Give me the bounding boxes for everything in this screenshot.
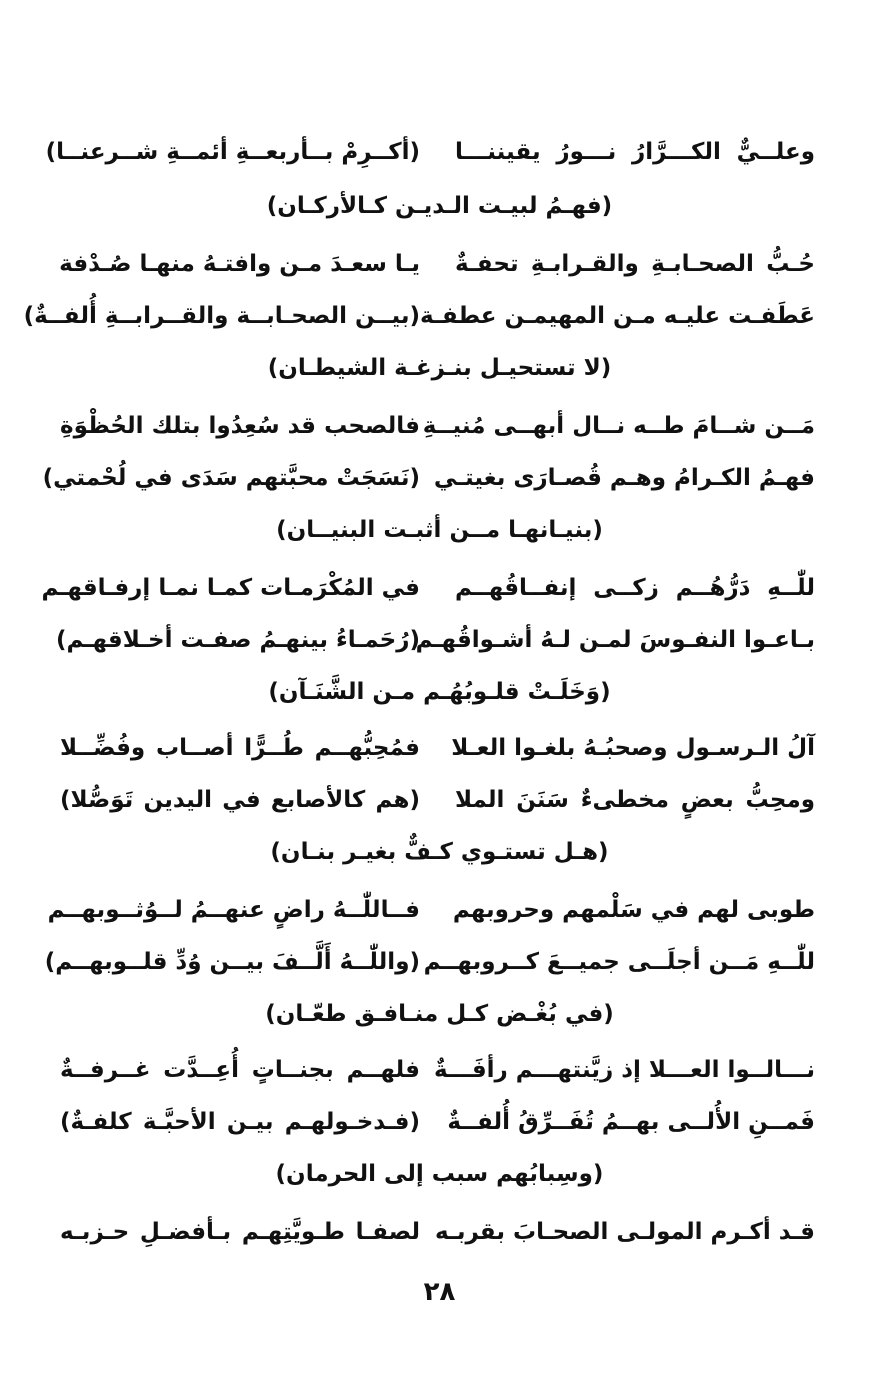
verse-first-hemistich: نـــالــوا العـــلا إذ زيَّنتهـــم رأفَـــةٌ [434,1057,815,1083]
verse-second-hemistich: (واللّٰــهُ أَلَّــفَ بيــن وُدِّ قلــوبهــم) [44,949,420,975]
verse-second-hemistich: فمُحِبُّهــم طُــرًّا أصــاب وفُضِّــلا [60,735,420,761]
verse-second-hemistich: (أكــرِمْ بــأربعــةِ أئمــةِ شــرعنــا) [45,139,420,165]
verse-second-hemistich: فــاللّٰــهُ راضٍ عنهــمُ لــوُثــوبهــم [47,897,420,923]
verse-line [47,886,815,934]
verse-first-hemistich: طوبى لهم في سَلْمهم وحروبهم [452,897,815,923]
refrain-line: (لا تستحيـل بنـزغـة الشيطـان) [267,355,612,381]
verse-line [44,938,815,986]
verse-first-hemistich: للّٰــهِ دَرُّهُــم زكــى إنفــاقُهــم [455,575,815,601]
verse-line [56,616,815,664]
verse-line [60,402,815,450]
verse-second-hemistich: (نَسَجَتْ محبَّتهم سَدَى في لُحْمتي) [42,465,420,491]
verse-second-hemistich: فلهــم بجنــاتٍ أُعِــدَّت غــرفــةٌ [60,1057,420,1083]
verse-first-hemistich: بـاعـوا النفـوسَ لمـن لـهُ أشـواقُهـم [415,627,815,653]
verse-first-hemistich: حُـبُّ الصحـابـةِ والقـرابـةِ تحفـةٌ [455,251,815,277]
verse-line [60,240,815,288]
refrain-line: (بنيـانهـا مــن أثبـت البنيــان) [276,517,603,543]
verse-second-hemistich: (بيــن الصحـابــة والقــرابــةِ أُلفــةٌ) [23,303,420,329]
refrain-line: (وَخَلَـتْ قلـوبُهُـم مـن الشَّنَـآن) [268,679,611,705]
verse-second-hemistich: يـا سعـدَ مـن وافتـهُ منهـا صُـدْفة [59,251,420,277]
verse-first-hemistich: قـد أكـرم المولـى الصحـابَ بقربـه [435,1219,815,1245]
refrain-line: (هـل تستـوي كـفٌّ بغيـر بنـان) [270,839,609,865]
verse-second-hemistich: (هم كالأصابع في اليدين تَوَصُّلا) [60,787,420,813]
verse-first-hemistich: وعلــيٌّ الكـــرَّارُ نـــورُ يقيننـــا [455,139,815,165]
refrain-line: (فهـمُ لبيـت الـديـن كـالأركـان) [266,193,613,219]
verse-first-hemistich: مَــن شــامَ طــه نــال أبهــى مُنيــةِ [422,413,815,439]
verse-second-hemistich: (فـدخـولهـم بيـن الأحبَّـة كلفـةٌ) [60,1109,420,1135]
verse-second-hemistich: (رُحَمـاءُ بينهـمُ صفـت أخـلاقهـم) [56,627,420,653]
verse-second-hemistich: لصفـا طـويَّتِهـم بـأفضـلِ حـزبـه [60,1219,420,1245]
verse-first-hemistich: آلُ الـرسـول وصحبُـهُ بلغـوا العـلا [451,735,815,761]
verse-line [60,1208,815,1256]
page-number: ٢٨ [423,1277,456,1307]
verse-line [60,724,815,772]
verse-first-hemistich: عَطَفـت عليـه مـن المهيمـن عطفـة [420,303,815,329]
verse-line [42,454,815,502]
verse-first-hemistich: فهـمُ الكـرامُ وهـم قُصـارَى بغيتـي [433,465,815,491]
verse-first-hemistich: للّٰــهِ مَــن أجلَــى جميــعَ كــروبهــم [423,949,815,975]
refrain-line: (وسِبابُهم سبب إلى الحرمان) [275,1161,604,1187]
verse-line [60,776,815,824]
verse-line [45,128,815,176]
verse-first-hemistich: ومحِبُّ بعضٍ مخطىءٌ سَنَنَ الملا [455,787,815,813]
verse-line [41,564,815,612]
verse-second-hemistich: فالصحب قد سُعِدُوا بتلك الحُظْوَةِ [60,413,420,439]
verse-line [23,292,815,340]
refrain-line: (في بُغْـض كـل منـافـق طعّـان) [265,1001,614,1027]
verse-first-hemistich: فَمــنِ الأُلــى بهــمُ تُفَــرِّقُ أُلفــةٌ [447,1109,815,1135]
verse-second-hemistich: في المُكْرَمـات كمـا نمـا إرفـاقهـم [41,575,420,601]
verse-line [60,1098,815,1146]
verse-line [60,1046,815,1094]
